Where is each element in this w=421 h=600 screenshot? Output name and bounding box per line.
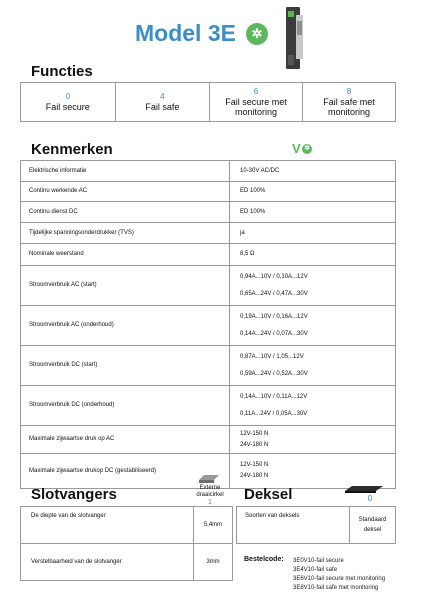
strike-plate-image — [198, 474, 220, 484]
table-row — [237, 507, 396, 544]
property-value — [230, 266, 396, 306]
list-item: 3E6V10-fail secure met monitoring — [293, 576, 386, 582]
property-value — [230, 161, 396, 182]
functie-number: 6 — [253, 87, 259, 96]
value-line: 0,11A...24V / 0,05A...30V — [240, 410, 308, 417]
value-line: 8,5 Ω — [240, 251, 255, 257]
property-label: Maximale zijwaartse drukop DC (gestabiliseerd) — [21, 454, 230, 489]
deksel-value: Standaard deksel — [350, 507, 396, 544]
property-value — [230, 306, 396, 346]
slotvangers-table — [20, 506, 233, 581]
property-label: Stroomverbruik DC (onderhoud) — [21, 386, 230, 426]
strike-plate-caption: Externe draaicirkel — [196, 485, 224, 498]
table-row — [21, 346, 396, 386]
functies-table — [20, 82, 396, 122]
value-line: 0,94A...10V / 0,10A...12V — [240, 273, 308, 280]
value-line: ED 100% — [240, 188, 266, 194]
property-value — [230, 182, 396, 202]
value-line: 12V-150 N — [240, 430, 269, 437]
value-line: 0,19A...10V / 0,16A...12V — [240, 313, 308, 320]
functie-label: Fail safe met monitoring — [323, 97, 375, 117]
property-label: Stroomverbruik AC (onderhoud) — [21, 306, 230, 346]
functie-number: 8 — [346, 87, 352, 96]
gear-badge-icon: ✲ — [302, 144, 312, 154]
value-line: 24V-180 N — [240, 473, 269, 479]
table-row — [21, 386, 396, 426]
property-label: Stroomverbruik DC (start) — [21, 346, 230, 386]
property-label: Nominale weerstand — [21, 244, 230, 266]
slotvangers-heading: Slotvangers — [31, 486, 117, 503]
table-row — [21, 244, 396, 266]
value-line: 0,14A...10V / 0,11A...12V — [240, 393, 308, 400]
kenmerken-heading: Kenmerken — [31, 141, 113, 158]
table-row — [21, 306, 396, 346]
table-row — [21, 507, 233, 544]
value-line: 10-30V AC/DC — [240, 167, 280, 174]
table-row — [21, 266, 396, 306]
functies-heading: Functies — [31, 63, 93, 80]
slotvanger-value: 5,4mm — [194, 507, 233, 544]
door-strike-product-image — [283, 5, 305, 71]
property-label: Stroomverbruik AC (start) — [21, 266, 230, 306]
list-item: 3E4V10-fail safe — [293, 567, 338, 573]
property-value — [230, 386, 396, 426]
value-line: 12V-150 N — [240, 462, 269, 468]
functie-label: Fail secure met monitoring — [225, 97, 287, 117]
cover-image — [344, 484, 384, 494]
page-title: Model 3E — [135, 20, 236, 46]
property-label: Maximale zijwaartse druk op AC — [21, 426, 230, 454]
list-item: 3E0V10-fail secure — [293, 558, 344, 564]
value-line: 24V-180 N — [240, 441, 269, 448]
table-row — [21, 223, 396, 244]
slotvanger-value: 3mm — [194, 544, 233, 581]
property-label: Tijdelijke spanningsonderdrukker (TVS) — [21, 223, 230, 244]
property-label: Elektrische informatie — [21, 161, 230, 182]
slotvanger-label: De diepte van de slotvanger — [21, 507, 194, 544]
table-row — [21, 182, 396, 202]
value-line: 0,65A...24V / 0,47A...30V — [240, 290, 308, 297]
deksel-heading: Deksel — [244, 486, 293, 503]
value-line: ja — [240, 229, 245, 236]
functie-cell — [21, 83, 116, 122]
kenmerken-table — [20, 160, 396, 489]
value-line: 0,87A...10V / 1,05...12V — [240, 353, 304, 360]
property-label: Continu dienst DC — [21, 202, 230, 223]
strike-plate-number: 1 — [208, 499, 212, 506]
deksel-table — [236, 506, 396, 544]
deksel-label: Soorten van deksels — [237, 507, 350, 544]
table-row — [21, 202, 396, 223]
property-value — [230, 244, 396, 266]
property-value — [230, 426, 396, 454]
functie-label: Fail safe — [145, 102, 180, 112]
bestelcode-list — [293, 557, 385, 593]
property-label: Continu werkende AC — [21, 182, 230, 202]
cover-number: 0 — [367, 494, 373, 503]
slotvanger-label: Verstelbaarheid van de slotvanger — [21, 544, 194, 581]
list-item: 3E8V10-fail safe met monitoring — [293, 585, 379, 591]
v-badge-letter: V — [292, 141, 301, 156]
functie-cell — [210, 83, 303, 122]
property-value — [230, 346, 396, 386]
property-value — [230, 202, 396, 223]
functie-label: Fail secure — [45, 102, 90, 112]
functie-cell — [303, 83, 396, 122]
table-row — [21, 426, 396, 454]
functie-number: 4 — [160, 92, 165, 101]
property-value — [230, 223, 396, 244]
value-line: 0,14A...24V / 0,07A...30V — [240, 330, 308, 337]
functie-cell — [115, 83, 209, 122]
functie-number: 0 — [65, 92, 71, 101]
bestelcode-label: Bestelcode: — [244, 556, 284, 563]
table-row — [21, 544, 233, 581]
table-row — [21, 161, 396, 182]
gear-badge-icon: ✲ — [246, 23, 268, 45]
value-line: ED 100% — [240, 208, 266, 215]
value-line: 0,59A...24V / 0,52A...30V — [240, 370, 308, 377]
